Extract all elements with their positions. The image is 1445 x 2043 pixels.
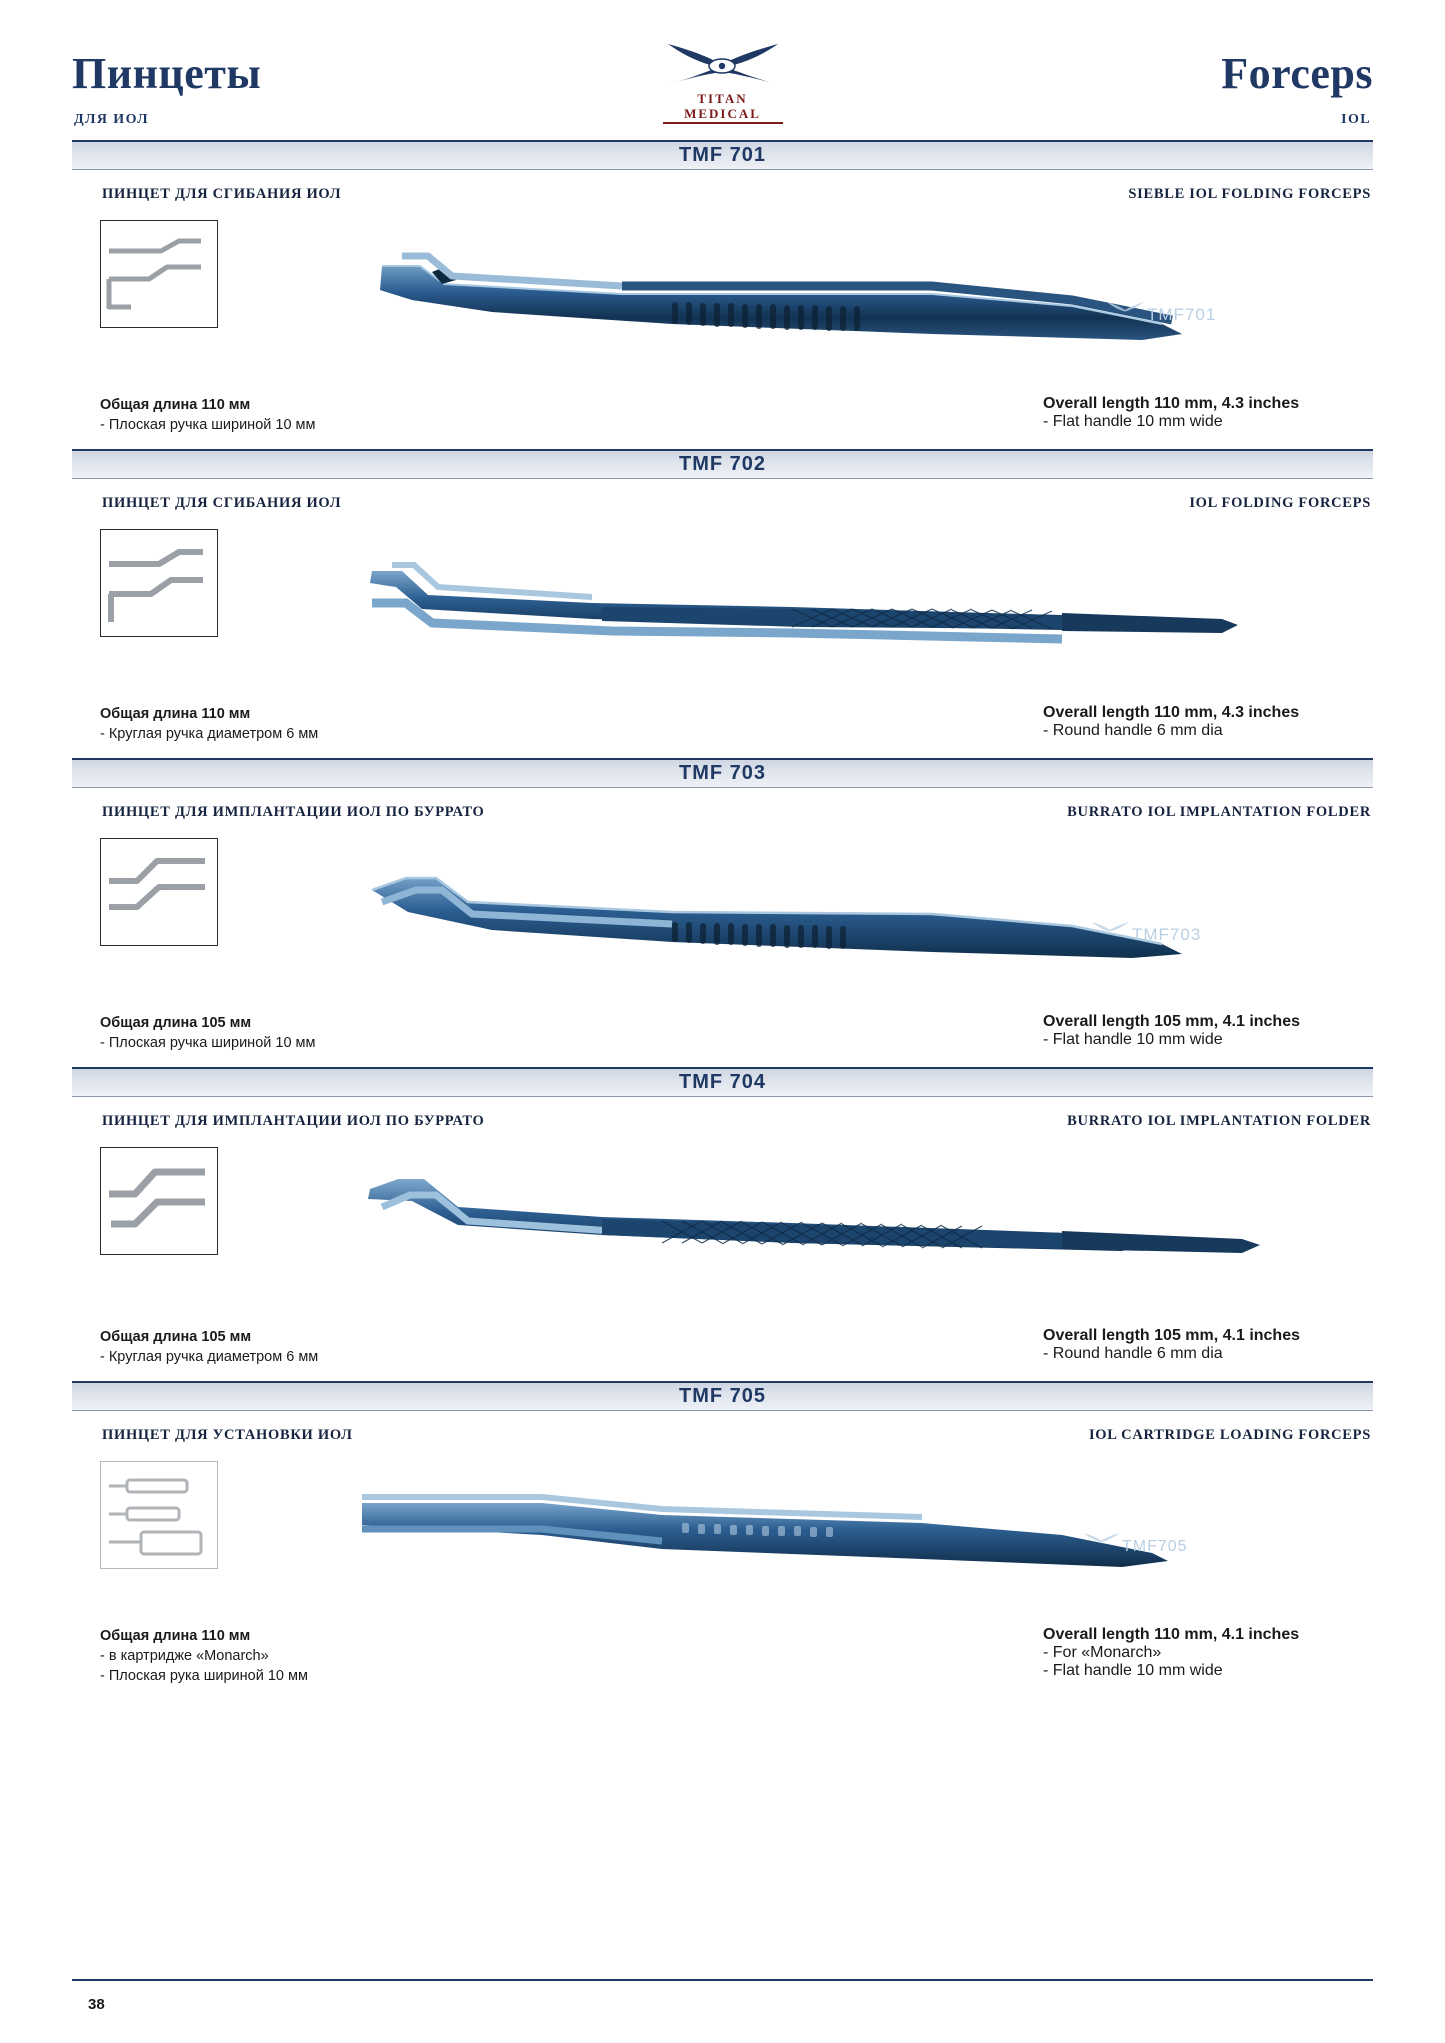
spec-english (1043, 1327, 1373, 1363)
product-name-en: IOL CARTRIDGE LOADING FORCEPS (1088, 1427, 1371, 1443)
product-specs (72, 395, 1373, 449)
product-names (72, 495, 1373, 529)
spec-ru-line-1: - Плоская рука шириной 10 мм (100, 1668, 308, 1684)
spec-russian (100, 1626, 308, 1686)
product-names (72, 1113, 1373, 1147)
product-name-ru: ПИНЦЕТ ДЛЯ ИМПЛАНТАЦИИ ИОЛ ПО БУРРАТО (102, 1113, 485, 1129)
product-photo (372, 856, 1382, 986)
product-code-bar (72, 758, 1373, 788)
spec-en-line-0: - Round handle 6 mm dia (1043, 1345, 1223, 1362)
page-subtitle-en: IOL (1341, 112, 1371, 127)
product-body (72, 1147, 1373, 1327)
tip-diagram-icon (101, 839, 217, 945)
product-code: TMF 701 (678, 144, 767, 166)
spec-ru-line-0: - Круглая ручка диаметром 6 мм (100, 726, 319, 742)
product-specs (72, 1626, 1373, 1702)
product-names (72, 804, 1373, 838)
product-code: TMF 704 (678, 1071, 767, 1093)
product-name-ru: ПИНЦЕТ ДЛЯ СГИБАНИЯ ИОЛ (102, 495, 342, 511)
engraving-text: TMF703 (1132, 925, 1202, 944)
product-body (72, 838, 1373, 1013)
product-photo (362, 1173, 1382, 1303)
spec-en-line-0: - For «Monarch» (1043, 1644, 1162, 1661)
page-number: 38 (88, 1996, 105, 2013)
product-body (72, 220, 1373, 395)
product-code-bar (72, 1067, 1373, 1097)
spec-english (1043, 395, 1373, 431)
product-specs (72, 704, 1373, 758)
product-specs (72, 1013, 1373, 1067)
tip-diagram-icon (101, 221, 217, 327)
spec-ru-head: Общая длина 105 мм (100, 1015, 252, 1031)
engraving-text: TMF701 (1147, 305, 1217, 324)
product-code-bar (72, 140, 1373, 170)
product-code: TMF 705 (678, 1385, 767, 1407)
spec-russian (100, 395, 315, 435)
product-name-en: BURRATO IOL IMPLANTATION FOLDER (1067, 804, 1371, 820)
spec-english (1043, 1013, 1373, 1049)
product-diagram-thumbnail (100, 838, 218, 946)
spec-russian (100, 1013, 315, 1053)
product-photo (362, 1479, 1382, 1599)
product-section-tmf701 (72, 140, 1373, 449)
engraving-text: TMF705 (1122, 1538, 1188, 1555)
page-header (72, 0, 1373, 140)
tip-diagram-icon (101, 530, 217, 636)
spec-ru-line-0: - в картридже «Monarch» (100, 1648, 269, 1664)
product-section-tmf703 (72, 758, 1373, 1067)
spec-en-head: Overall length 105 mm, 4.1 inches (1043, 1013, 1300, 1030)
spec-russian (100, 704, 318, 744)
product-names (72, 1427, 1373, 1461)
spec-en-line-0: - Flat handle 10 mm wide (1043, 1031, 1223, 1048)
product-code-bar (72, 1381, 1373, 1411)
product-photo (372, 228, 1382, 378)
spec-ru-line-0: - Плоская ручка шириной 10 мм (100, 417, 316, 433)
product-section-tmf702 (72, 449, 1373, 758)
forceps-image-tmf704 (362, 1173, 1382, 1303)
product-body (72, 529, 1373, 704)
spec-ru-head: Общая длина 110 мм (100, 1628, 251, 1644)
product-names (72, 186, 1373, 220)
product-diagram-thumbnail (100, 220, 218, 328)
forceps-image-tmf702 (362, 551, 1382, 681)
spec-english (1043, 1626, 1373, 1680)
forceps-image-tmf705 (362, 1479, 1382, 1599)
product-diagram-thumbnail (100, 529, 218, 637)
spec-ru-head: Общая длина 110 мм (100, 706, 251, 722)
product-code-bar (72, 449, 1373, 479)
product-name-en: IOL FOLDING FORCEPS (1189, 495, 1371, 511)
forceps-image-tmf701 (372, 228, 1382, 378)
product-name-ru: ПИНЦЕТ ДЛЯ УСТАНОВКИ ИОЛ (102, 1427, 353, 1443)
product-name-ru: ПИНЦЕТ ДЛЯ СГИБАНИЯ ИОЛ (102, 186, 342, 202)
spec-russian (100, 1327, 318, 1367)
titan-medical-logo (648, 38, 798, 128)
spec-ru-head: Общая длина 110 мм (100, 397, 251, 413)
spec-ru-head: Общая длина 105 мм (100, 1329, 252, 1345)
spec-en-line-0: - Flat handle 10 mm wide (1043, 413, 1223, 430)
spec-en-head: Overall length 110 mm, 4.1 inches (1043, 1626, 1300, 1643)
product-code: TMF 703 (678, 762, 767, 784)
product-name-ru: ПИНЦЕТ ДЛЯ ИМПЛАНТАЦИИ ИОЛ ПО БУРРАТО (102, 804, 485, 820)
product-specs (72, 1327, 1373, 1381)
spec-english (1043, 704, 1373, 740)
spec-ru-line-0: - Круглая ручка диаметром 6 мм (100, 1349, 319, 1365)
product-body (72, 1461, 1373, 1626)
product-name-en: BURRATO IOL IMPLANTATION FOLDER (1067, 1113, 1371, 1129)
spec-ru-line-0: - Плоская ручка шириной 10 мм (100, 1035, 316, 1051)
logo-underline (663, 122, 783, 124)
spec-en-head: Overall length 110 mm, 4.3 inches (1043, 704, 1300, 721)
product-diagram-thumbnail (100, 1147, 218, 1255)
tip-diagram-icon (101, 1462, 217, 1568)
page-subtitle-ru: ДЛЯ ИОЛ (74, 112, 149, 127)
forceps-image-tmf703 (372, 856, 1382, 986)
product-name-en: SIEBLE IOL FOLDING FORCEPS (1128, 186, 1371, 202)
product-code: TMF 702 (678, 453, 767, 475)
spec-en-head: Overall length 105 mm, 4.1 inches (1043, 1327, 1300, 1344)
product-section-tmf705 (72, 1381, 1373, 1702)
spec-en-line-0: - Round handle 6 mm dia (1043, 722, 1223, 739)
spec-en-head: Overall length 110 mm, 4.3 inches (1043, 395, 1300, 412)
logo-mark-icon (658, 38, 788, 90)
product-diagram-thumbnail (100, 1461, 218, 1569)
tip-diagram-icon (101, 1148, 217, 1254)
page-title-ru: Пинцеты (72, 49, 262, 98)
logo-text-medical: MEDICAL (684, 106, 761, 121)
page-title-en: Forceps (1221, 49, 1373, 98)
footer-divider (72, 1979, 1373, 1981)
product-section-tmf704 (72, 1067, 1373, 1381)
spec-en-line-1: - Flat handle 10 mm wide (1043, 1662, 1223, 1679)
logo-text-titan: TITAN (697, 91, 748, 106)
product-photo (362, 551, 1382, 681)
